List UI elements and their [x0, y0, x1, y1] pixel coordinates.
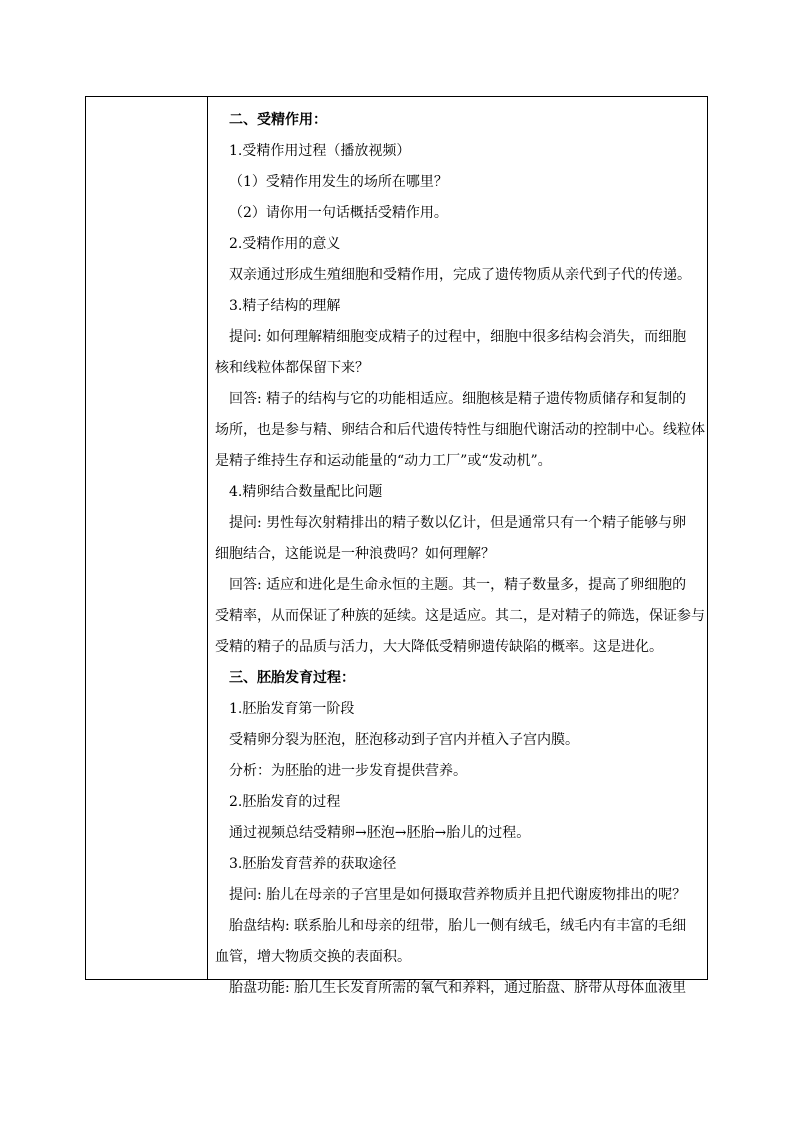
section3-item3-function-line1: 胎盘功能: 胎儿生长发育所需的氧气和养料，通过胎盘、脐带从母体血液里: [229, 980, 687, 996]
section3-item3-structure-line1: 胎盘结构: 联系胎儿和母亲的纽带，胎儿一侧有绒毛，绒毛内有丰富的毛细: [229, 918, 687, 934]
section2-item4-question-line1: 提问: 男性每次射精排出的精子数以亿计，但是通常只有一个精子能够与卵: [229, 515, 687, 531]
section2-item2: 2.受精作用的意义: [229, 236, 341, 252]
section2-item3-question-line1: 提问: 如何理解精细胞变成精子的过程中，细胞中很多结构会消失，而细胞: [229, 329, 687, 345]
section3-item1-analysis: 分析：为胚胎的进一步发育提供营养。: [229, 763, 467, 779]
section3-item3-question: 提问: 胎儿在母亲的子宫里是如何摄取营养物质并且把代谢废物排出的呢？: [229, 887, 687, 903]
section2-item4-answer-line1: 回答: 适应和进化是生命永恒的主题。其一，精子数量多，提高了卵细胞的: [229, 577, 687, 593]
column-divider: [207, 97, 208, 979]
section2-item4: 4.精卵结合数量配比问题: [229, 484, 383, 500]
section3-item3-structure-line2: 血管，增大物质交换的表面积。: [215, 949, 411, 965]
section2-item4-answer-line3: 受精的精子的品质与活力，大大降低受精卵遗传缺陷的概率。这是进化。: [215, 639, 663, 655]
section2-item3-answer-line2: 场所，也是参与精、卵结合和后代遗传特性与细胞代谢活动的控制中心。线粒体: [215, 422, 705, 438]
section3-item1-text: 受精卵分裂为胚泡，胚泡移动到子宫内并植入子宫内膜。: [229, 732, 579, 748]
section3-item2: 2.胚胎发育的过程: [229, 794, 341, 810]
section3-item1: 1.胚胎发育第一阶段: [229, 701, 355, 717]
section2-heading: 二、受精作用：: [229, 112, 327, 128]
section2-item3: 3.精子结构的理解: [229, 298, 341, 314]
section2-item4-question-line2: 细胞结合，这能说是一种浪费吗？如何理解？: [215, 546, 495, 562]
lesson-table: [85, 96, 708, 996]
lesson-content-cell: [215, 97, 705, 996]
section3-item2-text: 通过视频总结受精卵→胚泡→胚胎→胎儿的过程。: [229, 825, 531, 841]
section2-item3-answer-line3: 是精子维持生存和运动能量的“动力工厂”或“发动机”。: [215, 453, 552, 469]
section2-question1: （1）受精作用发生的场所在哪里？: [229, 174, 448, 190]
section2-question2: （2）请你用一句话概括受精作用。: [229, 205, 448, 221]
section2-item3-answer-line1: 回答: 精子的结构与它的功能相适应。细胞核是精子遗传物质储存和复制的: [229, 391, 687, 407]
section2-item1: 1.受精作用过程（播放视频）: [229, 143, 411, 159]
section3-item3: 3.胚胎发育营养的获取途径: [229, 856, 397, 872]
section2-item4-answer-line2: 受精率，从而保证了种族的延续。这是适应。其二，是对精子的筛选，保证参与: [215, 608, 705, 624]
section2-item3-question-line2: 核和线粒体都保留下来？: [215, 360, 369, 376]
section3-heading: 三、胚胎发育过程：: [229, 670, 355, 686]
section2-item2-text: 双亲通过形成生殖细胞和受精作用，完成了遗传物质从亲代到子代的传递。: [229, 267, 691, 283]
